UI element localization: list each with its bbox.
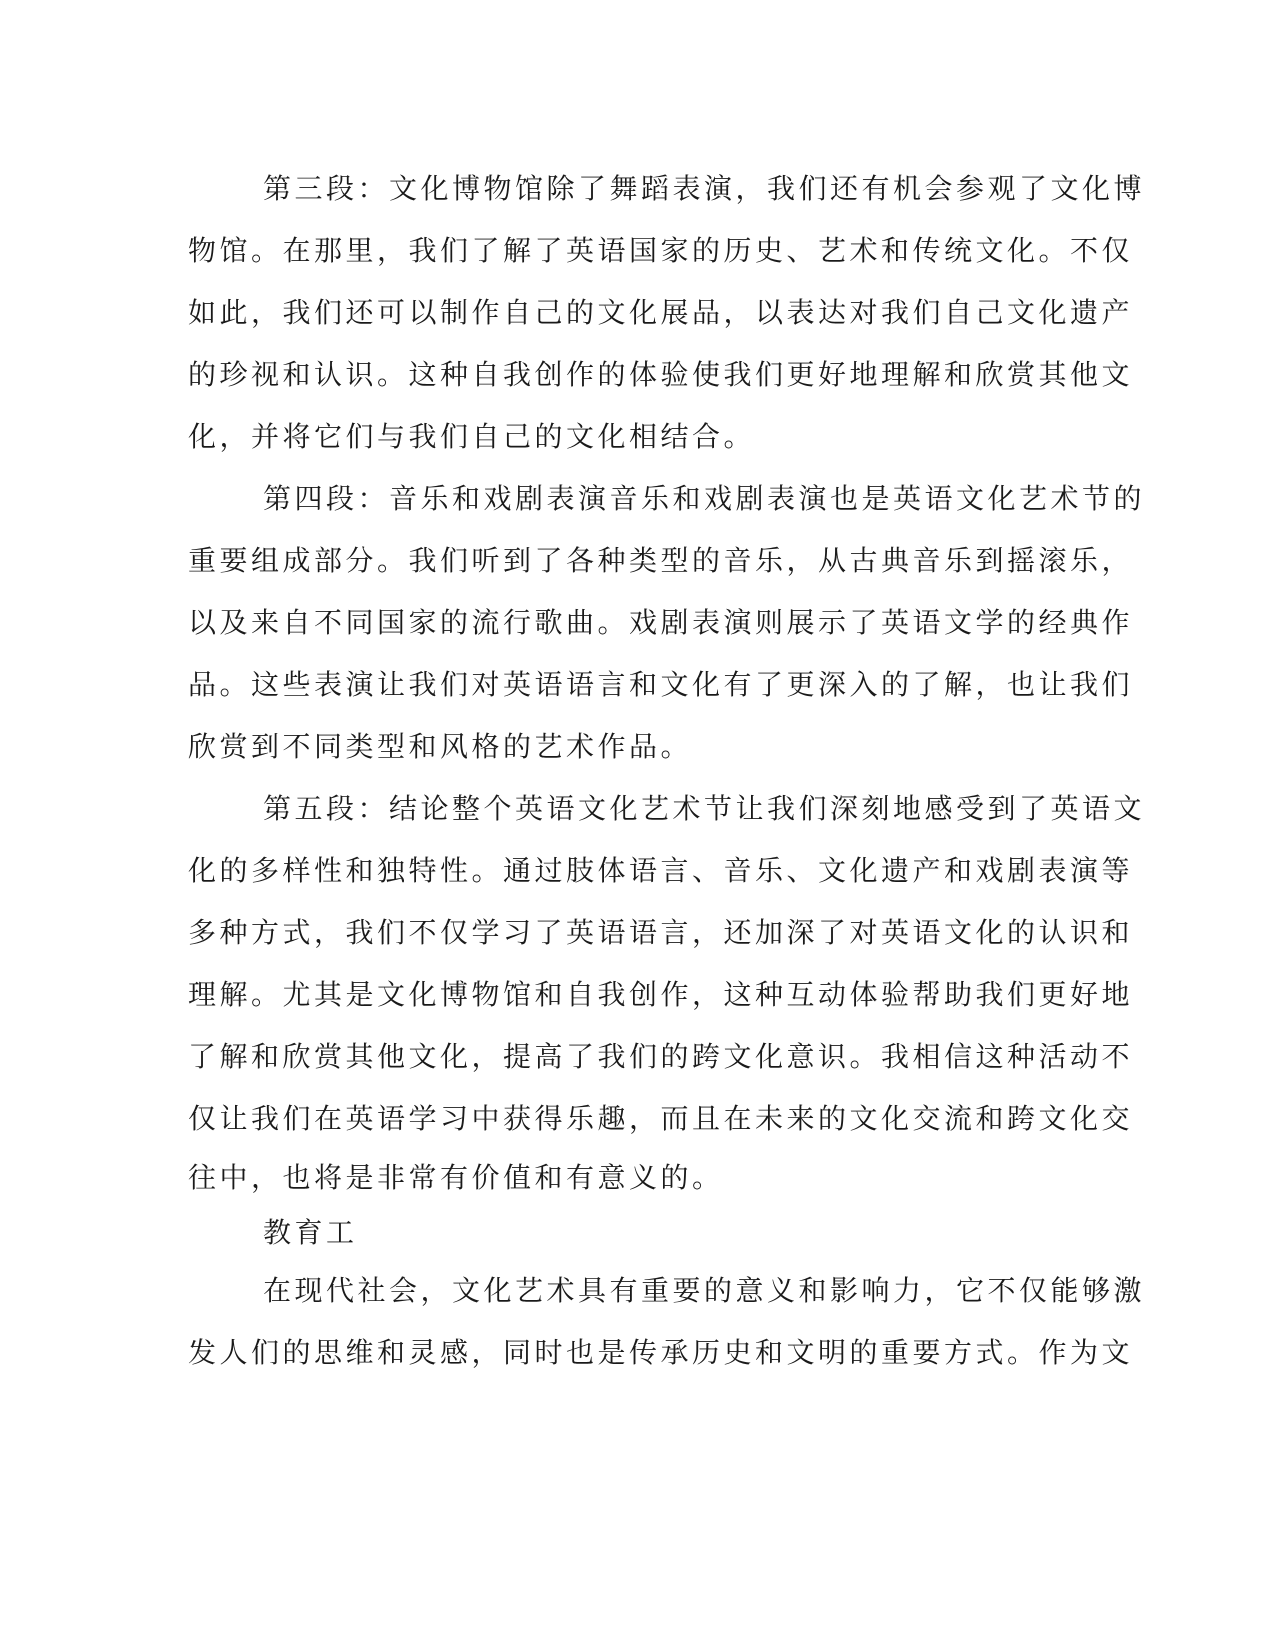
paragraph-5-line-1: 第五段：结论整个英语文化艺术节让我们深刻地感受到了英语文 (263, 792, 1146, 825)
paragraph-6-line-2: 发人们的思维和灵感，同时也是传承历史和文明的重要方式。作为文 (188, 1336, 1134, 1369)
paragraph-5-line-3: 多种方式，我们不仅学习了英语语言，还加深了对英语文化的认识和 (188, 916, 1134, 949)
paragraph-3-line-3: 如此，我们还可以制作自己的文化展品，以表达对我们自己文化遗产 (188, 296, 1134, 329)
paragraph-5-line-4: 理解。尤其是文化博物馆和自我创作，这种互动体验帮助我们更好地 (188, 978, 1134, 1011)
paragraph-5-line-2: 化的多样性和独特性。通过肢体语言、音乐、文化遗产和戏剧表演等 (188, 854, 1134, 887)
paragraph-5-line-6: 仅让我们在英语学习中获得乐趣，而且在未来的文化交流和跨文化交 (188, 1102, 1134, 1135)
paragraph-6-line-1: 在现代社会，文化艺术具有重要的意义和影响力，它不仅能够激 (263, 1274, 1146, 1307)
paragraph-4-line-4: 品。这些表演让我们对英语语言和文化有了更深入的了解，也让我们 (188, 668, 1134, 701)
heading-education: 教育工 (263, 1216, 358, 1249)
paragraph-4-line-3: 以及来自不同国家的流行歌曲。戏剧表演则展示了英语文学的经典作 (188, 606, 1134, 639)
document-body (188, 158, 1146, 1384)
paragraph-4-line-5: 欣赏到不同类型和风格的艺术作品。 (188, 730, 693, 763)
paragraph-4-line-1: 第四段：音乐和戏剧表演音乐和戏剧表演也是英语文化艺术节的 (263, 482, 1146, 515)
paragraph-3-line-5: 化，并将它们与我们自己的文化相结合。 (188, 420, 756, 453)
paragraph-5-line-7: 往中，也将是非常有价值和有意义的。 (188, 1161, 724, 1194)
paragraph-3-line-4: 的珍视和认识。这种自我创作的体验使我们更好地理解和欣赏其他文 (188, 358, 1134, 391)
paragraph-3-line-2: 物馆。在那里，我们了解了英语国家的历史、艺术和传统文化。不仅 (188, 234, 1134, 267)
paragraph-4-line-2: 重要组成部分。我们听到了各种类型的音乐，从古典音乐到摇滚乐， (188, 544, 1134, 577)
paragraph-3-line-1: 第三段：文化博物馆除了舞蹈表演，我们还有机会参观了文化博 (263, 172, 1146, 205)
paragraph-5-line-5: 了解和欣赏其他文化，提高了我们的跨文化意识。我相信这种活动不 (188, 1040, 1134, 1073)
